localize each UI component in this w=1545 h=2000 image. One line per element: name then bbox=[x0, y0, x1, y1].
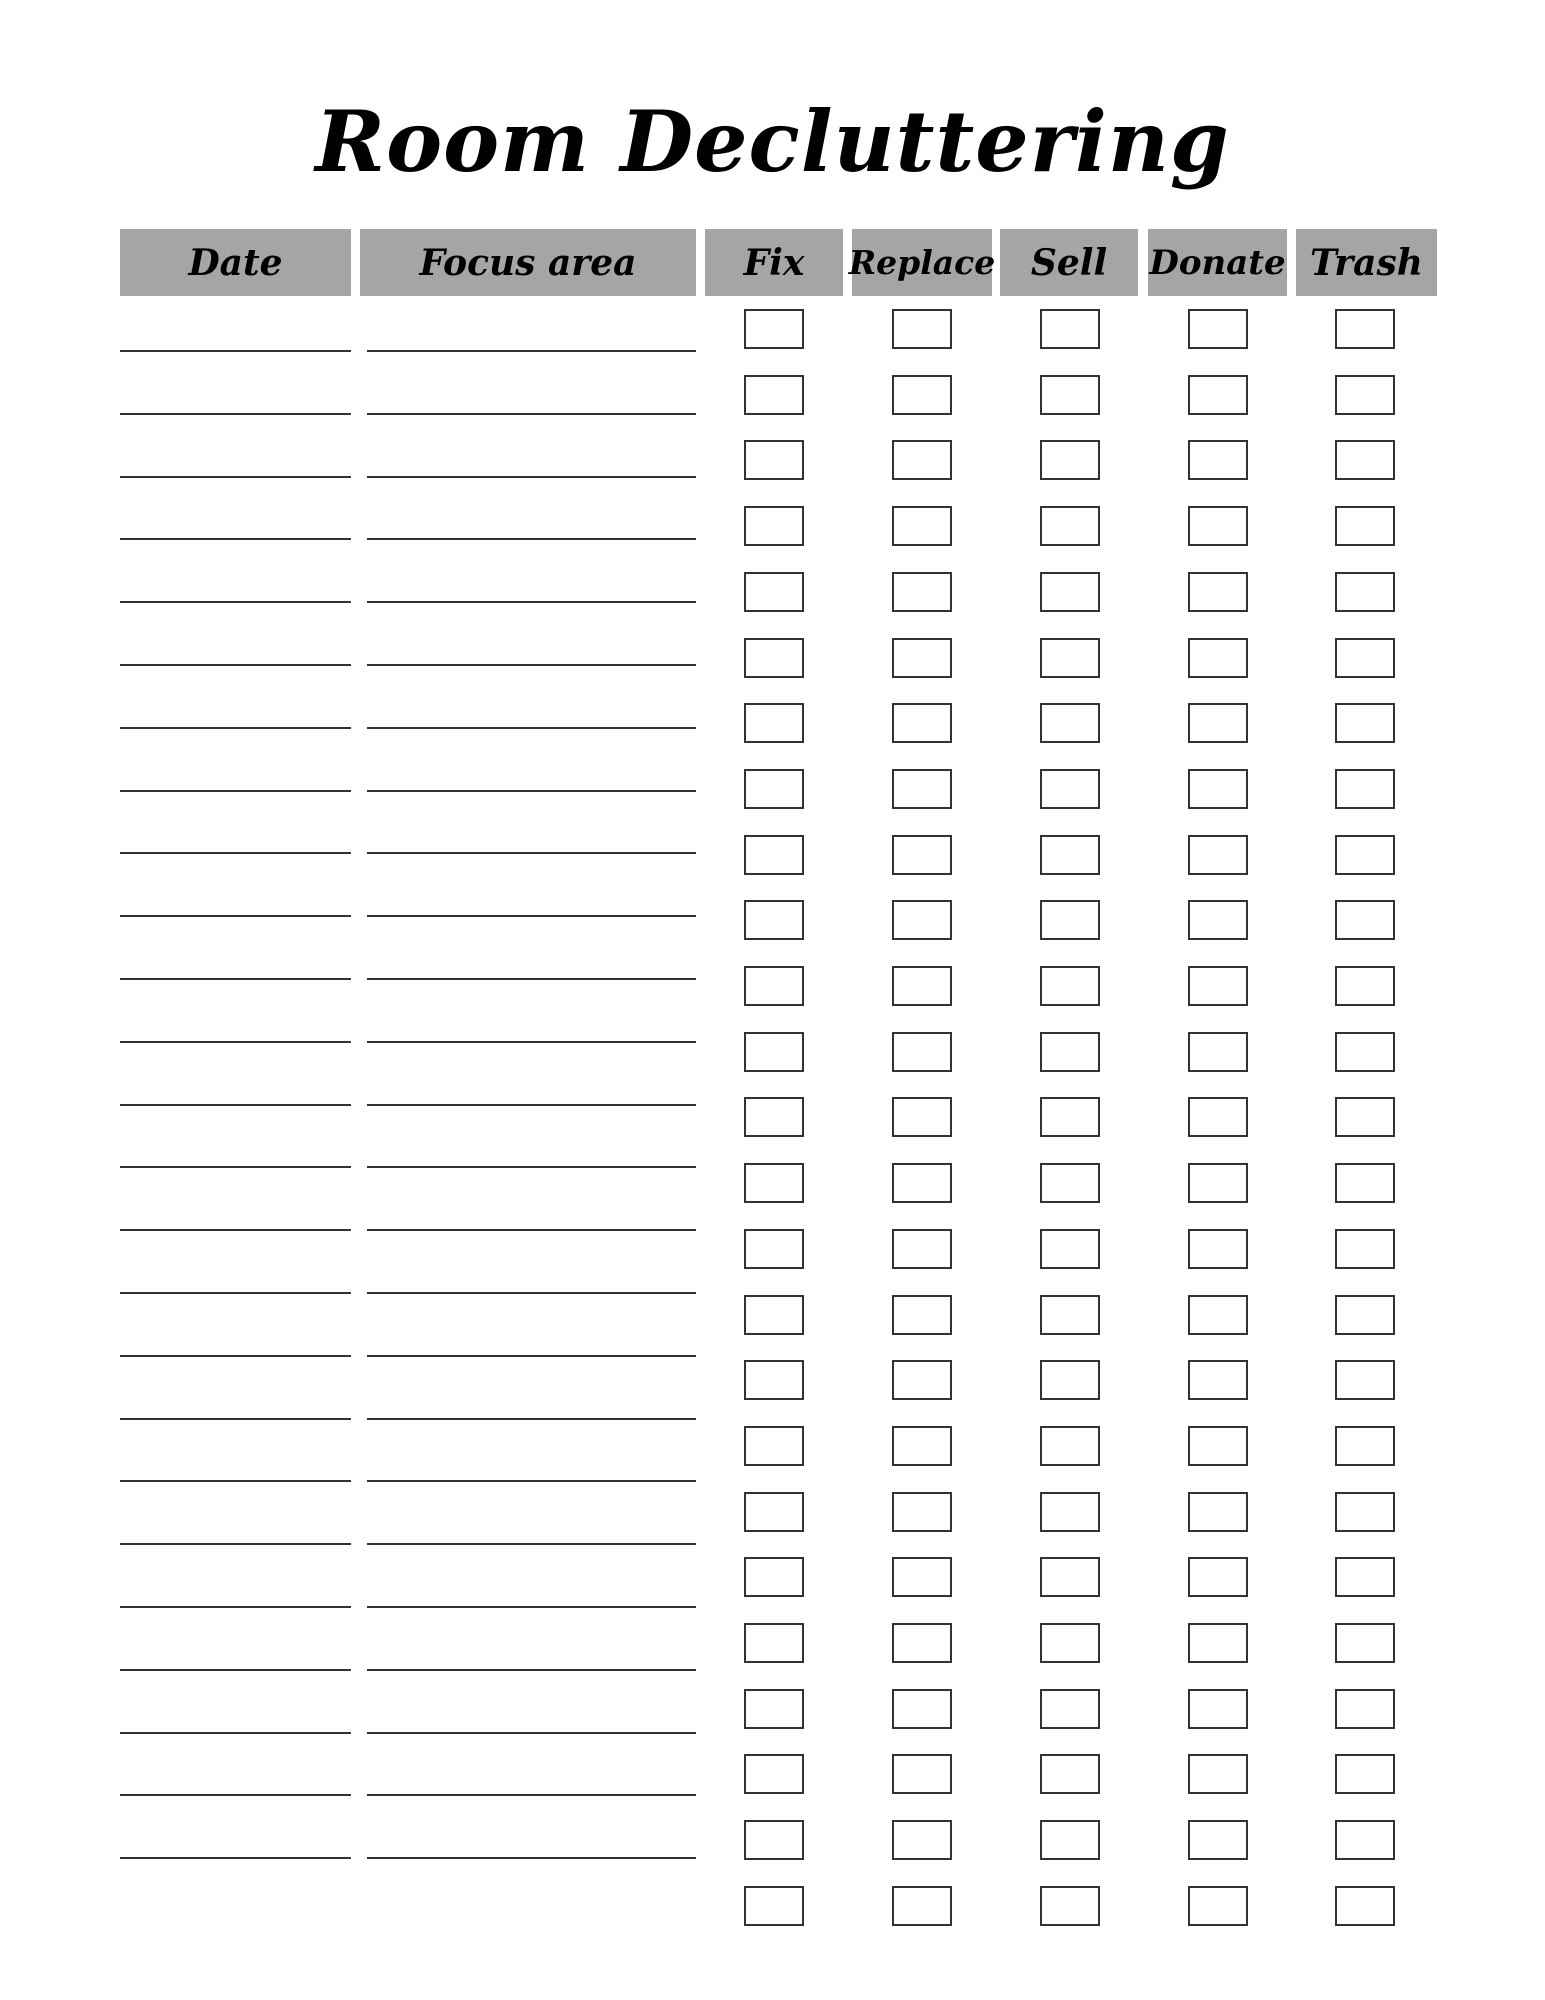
sell-checkbox[interactable] bbox=[1040, 1032, 1100, 1072]
trash-checkbox[interactable] bbox=[1335, 572, 1395, 612]
trash-checkbox[interactable] bbox=[1335, 1097, 1395, 1137]
header-donate: Donate bbox=[1148, 229, 1287, 296]
sell-checkbox[interactable] bbox=[1040, 835, 1100, 875]
fix-checkbox[interactable] bbox=[744, 1295, 804, 1335]
replace-checkbox[interactable] bbox=[892, 572, 952, 612]
date-line[interactable] bbox=[120, 664, 351, 666]
donate-checkbox[interactable] bbox=[1188, 966, 1248, 1006]
fix-checkbox[interactable] bbox=[744, 309, 804, 349]
fix-checkbox[interactable] bbox=[744, 1886, 804, 1926]
trash-checkbox[interactable] bbox=[1335, 1360, 1395, 1400]
trash-checkbox[interactable] bbox=[1335, 506, 1395, 546]
date-line[interactable] bbox=[120, 1669, 351, 1671]
fix-checkbox[interactable] bbox=[744, 638, 804, 678]
sell-checkbox[interactable] bbox=[1040, 1295, 1100, 1335]
trash-checkbox[interactable] bbox=[1335, 375, 1395, 415]
date-line[interactable] bbox=[120, 350, 351, 352]
date-line[interactable] bbox=[120, 727, 351, 729]
focus-area-line[interactable] bbox=[367, 601, 696, 603]
date-line[interactable] bbox=[120, 1857, 351, 1859]
focus-area-line[interactable] bbox=[367, 1857, 696, 1859]
focus-area-line[interactable] bbox=[367, 1166, 696, 1168]
date-line[interactable] bbox=[120, 1794, 351, 1796]
replace-checkbox[interactable] bbox=[892, 1097, 952, 1137]
sell-checkbox[interactable] bbox=[1040, 1163, 1100, 1203]
sell-checkbox[interactable] bbox=[1040, 900, 1100, 940]
trash-checkbox[interactable] bbox=[1335, 1229, 1395, 1269]
sell-checkbox[interactable] bbox=[1040, 309, 1100, 349]
focus-area-line[interactable] bbox=[367, 1292, 696, 1294]
fix-checkbox[interactable] bbox=[744, 1689, 804, 1729]
trash-checkbox[interactable] bbox=[1335, 1492, 1395, 1532]
focus-area-line[interactable] bbox=[367, 1104, 696, 1106]
replace-checkbox[interactable] bbox=[892, 769, 952, 809]
trash-checkbox[interactable] bbox=[1335, 1557, 1395, 1597]
sell-checkbox[interactable] bbox=[1040, 703, 1100, 743]
trash-checkbox[interactable] bbox=[1335, 1163, 1395, 1203]
trash-checkbox[interactable] bbox=[1335, 1689, 1395, 1729]
fix-checkbox[interactable] bbox=[744, 1163, 804, 1203]
focus-area-line[interactable] bbox=[367, 790, 696, 792]
replace-checkbox[interactable] bbox=[892, 1229, 952, 1269]
fix-checkbox[interactable] bbox=[744, 769, 804, 809]
sell-checkbox[interactable] bbox=[1040, 572, 1100, 612]
replace-checkbox[interactable] bbox=[892, 703, 952, 743]
replace-checkbox[interactable] bbox=[892, 966, 952, 1006]
donate-checkbox[interactable] bbox=[1188, 1754, 1248, 1794]
donate-checkbox[interactable] bbox=[1188, 1295, 1248, 1335]
date-line[interactable] bbox=[120, 1166, 351, 1168]
trash-checkbox[interactable] bbox=[1335, 769, 1395, 809]
fix-checkbox[interactable] bbox=[744, 835, 804, 875]
sell-checkbox[interactable] bbox=[1040, 440, 1100, 480]
donate-checkbox[interactable] bbox=[1188, 1360, 1248, 1400]
donate-checkbox[interactable] bbox=[1188, 900, 1248, 940]
date-line[interactable] bbox=[120, 790, 351, 792]
focus-area-line[interactable] bbox=[367, 413, 696, 415]
focus-area-line[interactable] bbox=[367, 538, 696, 540]
fix-checkbox[interactable] bbox=[744, 966, 804, 1006]
replace-checkbox[interactable] bbox=[892, 1360, 952, 1400]
trash-checkbox[interactable] bbox=[1335, 309, 1395, 349]
replace-checkbox[interactable] bbox=[892, 375, 952, 415]
donate-checkbox[interactable] bbox=[1188, 440, 1248, 480]
trash-checkbox[interactable] bbox=[1335, 900, 1395, 940]
replace-checkbox[interactable] bbox=[892, 1426, 952, 1466]
sell-checkbox[interactable] bbox=[1040, 1229, 1100, 1269]
replace-checkbox[interactable] bbox=[892, 638, 952, 678]
donate-checkbox[interactable] bbox=[1188, 1820, 1248, 1860]
replace-checkbox[interactable] bbox=[892, 1689, 952, 1729]
date-line[interactable] bbox=[120, 1041, 351, 1043]
sell-checkbox[interactable] bbox=[1040, 1492, 1100, 1532]
date-line[interactable] bbox=[120, 1104, 351, 1106]
sell-checkbox[interactable] bbox=[1040, 966, 1100, 1006]
trash-checkbox[interactable] bbox=[1335, 966, 1395, 1006]
date-line[interactable] bbox=[120, 852, 351, 854]
trash-checkbox[interactable] bbox=[1335, 703, 1395, 743]
replace-checkbox[interactable] bbox=[892, 1886, 952, 1926]
trash-checkbox[interactable] bbox=[1335, 1820, 1395, 1860]
replace-checkbox[interactable] bbox=[892, 1032, 952, 1072]
date-line[interactable] bbox=[120, 1292, 351, 1294]
replace-checkbox[interactable] bbox=[892, 506, 952, 546]
trash-checkbox[interactable] bbox=[1335, 1295, 1395, 1335]
sell-checkbox[interactable] bbox=[1040, 1360, 1100, 1400]
replace-checkbox[interactable] bbox=[892, 1492, 952, 1532]
donate-checkbox[interactable] bbox=[1188, 1229, 1248, 1269]
replace-checkbox[interactable] bbox=[892, 309, 952, 349]
date-line[interactable] bbox=[120, 413, 351, 415]
header-date: Date bbox=[120, 229, 351, 296]
donate-checkbox[interactable] bbox=[1188, 1623, 1248, 1663]
focus-area-line[interactable] bbox=[367, 350, 696, 352]
fix-checkbox[interactable] bbox=[744, 1754, 804, 1794]
focus-area-line[interactable] bbox=[367, 852, 696, 854]
focus-area-line[interactable] bbox=[367, 1418, 696, 1420]
fix-checkbox[interactable] bbox=[744, 703, 804, 743]
replace-checkbox[interactable] bbox=[892, 1754, 952, 1794]
donate-checkbox[interactable] bbox=[1188, 638, 1248, 678]
trash-checkbox[interactable] bbox=[1335, 1754, 1395, 1794]
fix-checkbox[interactable] bbox=[744, 1492, 804, 1532]
sell-checkbox[interactable] bbox=[1040, 1820, 1100, 1860]
sell-checkbox[interactable] bbox=[1040, 1557, 1100, 1597]
focus-area-line[interactable] bbox=[367, 1355, 696, 1357]
trash-checkbox[interactable] bbox=[1335, 1886, 1395, 1926]
replace-checkbox[interactable] bbox=[892, 1295, 952, 1335]
donate-checkbox[interactable] bbox=[1188, 769, 1248, 809]
fix-checkbox[interactable] bbox=[744, 375, 804, 415]
header-sell: Sell bbox=[1000, 229, 1138, 296]
fix-checkbox[interactable] bbox=[744, 1820, 804, 1860]
focus-area-line[interactable] bbox=[367, 1732, 696, 1734]
replace-checkbox[interactable] bbox=[892, 1820, 952, 1860]
fix-checkbox[interactable] bbox=[744, 1097, 804, 1137]
replace-checkbox[interactable] bbox=[892, 440, 952, 480]
trash-checkbox[interactable] bbox=[1335, 1426, 1395, 1466]
replace-checkbox[interactable] bbox=[892, 1623, 952, 1663]
date-line[interactable] bbox=[120, 1355, 351, 1357]
date-line[interactable] bbox=[120, 978, 351, 980]
trash-checkbox[interactable] bbox=[1335, 835, 1395, 875]
donate-checkbox[interactable] bbox=[1188, 506, 1248, 546]
replace-checkbox[interactable] bbox=[892, 1557, 952, 1597]
donate-checkbox[interactable] bbox=[1188, 1032, 1248, 1072]
fix-checkbox[interactable] bbox=[744, 1032, 804, 1072]
fix-checkbox[interactable] bbox=[744, 1426, 804, 1466]
sell-checkbox[interactable] bbox=[1040, 1097, 1100, 1137]
header-replace: Replace bbox=[852, 229, 992, 296]
sell-checkbox[interactable] bbox=[1040, 769, 1100, 809]
sell-checkbox[interactable] bbox=[1040, 1754, 1100, 1794]
date-line[interactable] bbox=[120, 1732, 351, 1734]
replace-checkbox[interactable] bbox=[892, 900, 952, 940]
fix-checkbox[interactable] bbox=[744, 440, 804, 480]
date-line[interactable] bbox=[120, 1606, 351, 1608]
sell-checkbox[interactable] bbox=[1040, 1886, 1100, 1926]
donate-checkbox[interactable] bbox=[1188, 1492, 1248, 1532]
fix-checkbox[interactable] bbox=[744, 900, 804, 940]
donate-checkbox[interactable] bbox=[1188, 1886, 1248, 1926]
sell-checkbox[interactable] bbox=[1040, 1623, 1100, 1663]
focus-area-line[interactable] bbox=[367, 664, 696, 666]
fix-checkbox[interactable] bbox=[744, 1360, 804, 1400]
donate-checkbox[interactable] bbox=[1188, 1557, 1248, 1597]
focus-area-line[interactable] bbox=[367, 978, 696, 980]
donate-checkbox[interactable] bbox=[1188, 835, 1248, 875]
date-line[interactable] bbox=[120, 538, 351, 540]
donate-checkbox[interactable] bbox=[1188, 1163, 1248, 1203]
replace-checkbox[interactable] bbox=[892, 835, 952, 875]
sell-checkbox[interactable] bbox=[1040, 375, 1100, 415]
donate-checkbox[interactable] bbox=[1188, 703, 1248, 743]
focus-area-line[interactable] bbox=[367, 1669, 696, 1671]
header-fix: Fix bbox=[705, 229, 843, 296]
date-line[interactable] bbox=[120, 601, 351, 603]
header-trash: Trash bbox=[1296, 229, 1437, 296]
donate-checkbox[interactable] bbox=[1188, 1426, 1248, 1466]
sell-checkbox[interactable] bbox=[1040, 1426, 1100, 1466]
focus-area-line[interactable] bbox=[367, 1480, 696, 1482]
donate-checkbox[interactable] bbox=[1188, 375, 1248, 415]
trash-checkbox[interactable] bbox=[1335, 1623, 1395, 1663]
date-line[interactable] bbox=[120, 915, 351, 917]
date-line[interactable] bbox=[120, 1543, 351, 1545]
header-focus-area: Focus area bbox=[360, 229, 696, 296]
focus-area-line[interactable] bbox=[367, 1543, 696, 1545]
focus-area-line[interactable] bbox=[367, 1229, 696, 1231]
trash-checkbox[interactable] bbox=[1335, 440, 1395, 480]
fix-checkbox[interactable] bbox=[744, 1229, 804, 1269]
date-line[interactable] bbox=[120, 1418, 351, 1420]
fix-checkbox[interactable] bbox=[744, 1557, 804, 1597]
donate-checkbox[interactable] bbox=[1188, 1097, 1248, 1137]
sell-checkbox[interactable] bbox=[1040, 638, 1100, 678]
trash-checkbox[interactable] bbox=[1335, 638, 1395, 678]
focus-area-line[interactable] bbox=[367, 727, 696, 729]
focus-area-line[interactable] bbox=[367, 476, 696, 478]
replace-checkbox[interactable] bbox=[892, 1163, 952, 1203]
date-line[interactable] bbox=[120, 1229, 351, 1231]
sell-checkbox[interactable] bbox=[1040, 506, 1100, 546]
donate-checkbox[interactable] bbox=[1188, 572, 1248, 612]
donate-checkbox[interactable] bbox=[1188, 1689, 1248, 1729]
fix-checkbox[interactable] bbox=[744, 1623, 804, 1663]
sell-checkbox[interactable] bbox=[1040, 1689, 1100, 1729]
focus-area-line[interactable] bbox=[367, 1041, 696, 1043]
focus-area-line[interactable] bbox=[367, 915, 696, 917]
page-title: Room Decluttering bbox=[315, 92, 1230, 191]
date-line[interactable] bbox=[120, 1480, 351, 1482]
focus-area-line[interactable] bbox=[367, 1606, 696, 1608]
date-line[interactable] bbox=[120, 476, 351, 478]
trash-checkbox[interactable] bbox=[1335, 1032, 1395, 1072]
fix-checkbox[interactable] bbox=[744, 572, 804, 612]
donate-checkbox[interactable] bbox=[1188, 309, 1248, 349]
fix-checkbox[interactable] bbox=[744, 506, 804, 546]
focus-area-line[interactable] bbox=[367, 1794, 696, 1796]
